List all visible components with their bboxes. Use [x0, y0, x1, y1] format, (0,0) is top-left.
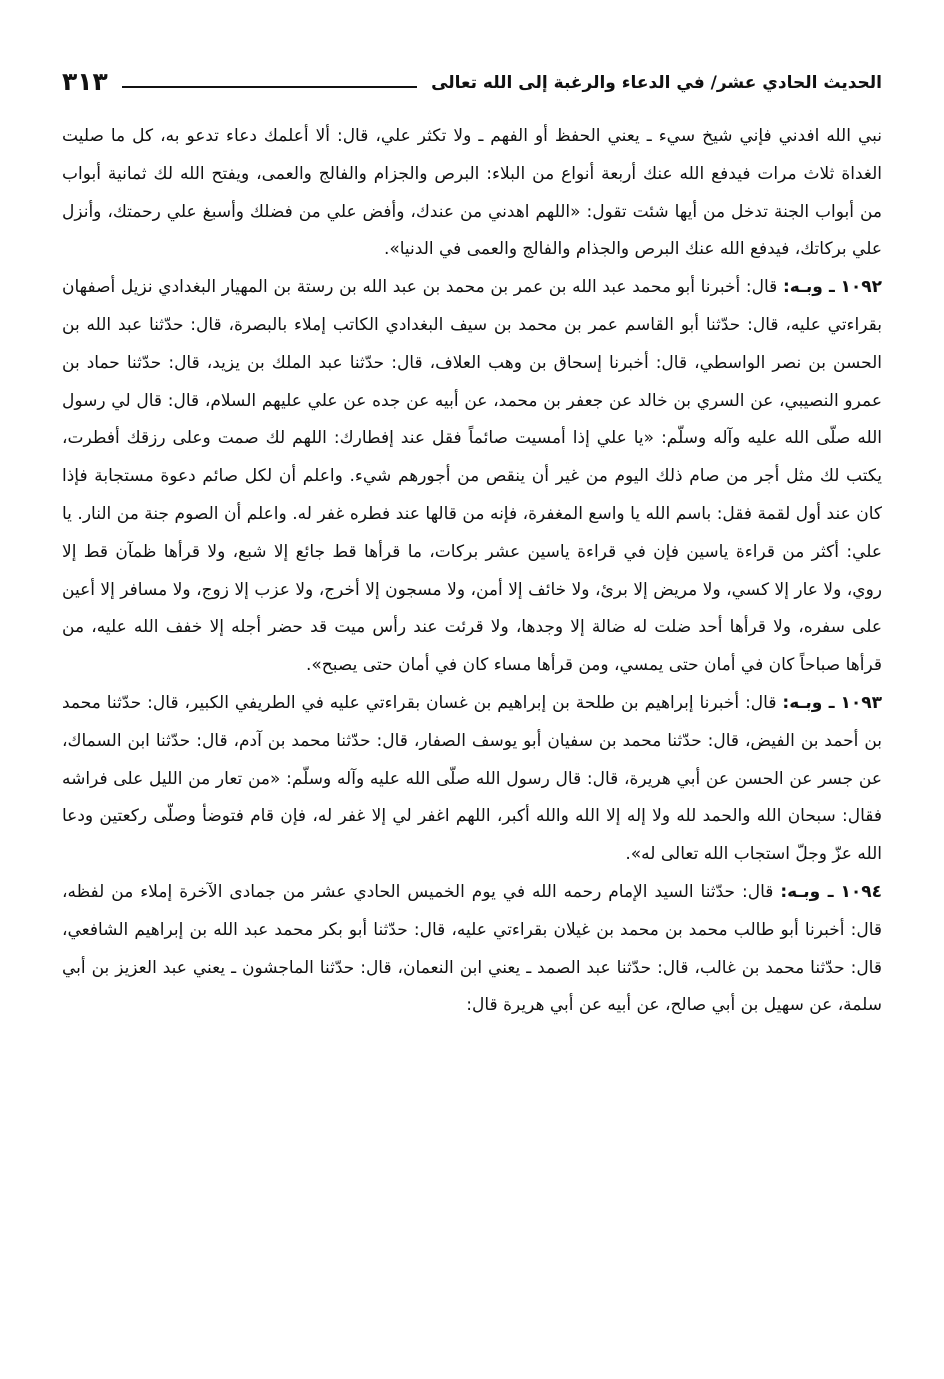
paragraph-text: نبي الله افدني فإني شيخ سيء ـ يعني الحفظ أو الفهم ـ ولا تكثر علي، قال: ألا أعلمك دعاء تدعو به، كل ما صليت الغداة ثلاث مرات فيدفع الله عنك أربعة أنواع من البلاء: البرص والجزام والفالج والعمى، ويفتح الله لك ثمانية أبواب من أبواب الجنة تدخل من أيها شئت تقول: «اللهم اهدني من عندك، وأفض علي من فضلك وأسبغ علي رحمتك، وأنزل علي بركاتك، فيدفع الله عنك البرص والجذام والفالج والعمى في الدنيا». — [62, 126, 882, 260]
header-rule — [122, 86, 417, 88]
page-number: ٣١٣ — [62, 67, 108, 96]
hadith-1093 — [62, 685, 882, 874]
hadith-1094 — [62, 874, 882, 1025]
hadith-marker: ـ وبـه: — [780, 881, 834, 902]
paragraph-continuation — [62, 118, 882, 269]
hadith-marker: ـ وبـه: — [782, 277, 835, 298]
hadith-number: ١٠٩٤ — [840, 881, 883, 902]
running-title: الحديث الحادي عشر/ في الدعاء والرغبة إلى الله تعالى — [431, 73, 882, 93]
page-header — [62, 56, 882, 100]
body-text — [62, 118, 882, 1025]
hadith-marker: ـ وبـه: — [782, 692, 835, 713]
paragraph-text: قال: أخبرنا أبو محمد عبد الله بن عمر بن محمد بن عبد الله بن رستة بن المهيار البغدادي نزيل أصفهان بقراءتي عليه، قال: حدّثنا أبو القاسم عمر بن محمد بن سيف البغدادي الكاتب إملاء بالبصرة، قال: حدّثنا عبد الله بن الحسن بن نصر الواسطي، قال: أخبرنا إسحاق بن وهب العلاف، قال: حدّثنا عبد الملك بن يزيد، قال: حدّثنا حماد بن عمرو النصيبي، عن السري بن خالد عن جعفر بن محمد، عن أبيه عن جده عن علي عليهم السلام، قال: قال لي رسول الله صلّى الله عليه وآله وسلّم: «يا علي إذا أمسيت صائماً فقل عند إفطارك: اللهم لك صمت وعلى رزقك أفطرت، يكتب لك مثل أجر من صام ذلك اليوم من غير أن ينقص من أجورهم شيء. واعلم أن لكل صائم دعوة مستجابة فإذا كان عند أول لقمة فقل: باسم الله يا واسع المغفرة، فإنه من قالها عند فطره غفر له. واعلم أن الصوم جنة من النار. يا علي: أكثر من قراءة ياسين فإن في قراءة ياسين عشر بركات، ما قرأها قط جائع إلا شبع، ولا قرأها ظمآن قط إلا روي، ولا عار إلا كسي، ولا مريض إلا برئ، ولا خائف إلا أمن، ولا مسجون إلا أخرج، ولا عزب إلا زوج، ولا مسافر إلا أعين على سفره، ولا قرأها أحد ضلت له ضالة إلا وجدها، ولا قرئت عند رأس ميت قد حضر أجله إلا خفف الله عليه، من قرأها صباحاً كان في أمان حتى يمسي، ومن قرأها مساء كان في أمان حتى يصبح». — [62, 277, 882, 676]
hadith-number: ١٠٩٢ — [840, 277, 882, 298]
hadith-1092 — [62, 269, 882, 685]
paragraph-text: قال: أخبرنا إبراهيم بن طلحة بن إبراهيم بن غسان بقراءتي عليه في الطريفي الكبير، قال: حدّثنا محمد بن أحمد بن الفيض، قال: حدّثنا محمد بن سفيان أبو يوسف الصفار، قال: حدّثنا محمد بن آدم، قال: حدّثنا ابن السماك، عن جسر عن الحسن عن أبي هريرة، قال: قال رسول الله صلّى الله عليه وآله وسلّم: «من تعار من الليل على فراشه فقال: سبحان الله والحمد لله ولا إله إلا الله والله أكبر، اللهم اغفر لي إلا غفر له، فإن قام فتوضأ وصلّى ركعتين ودعا الله عزّ وجلّ استجاب الله تعالى له». — [62, 692, 882, 865]
hadith-number: ١٠٩٣ — [840, 692, 883, 713]
paragraph-text: قال: حدّثنا السيد الإمام رحمه الله في يوم الخميس الحادي عشر من جمادى الآخرة إملاء من لفظه، قال: أخبرنا أبو طالب محمد بن محمد بن غيلان بقراءتي عليه، قال: حدّثنا أبو بكر محمد عبد الله بن إبراهيم الشافعي، قال: حدّثنا محمد بن غالب، قال: حدّثنا عبد الصمد ـ يعني ابن النعمان، قال: حدّثنا الماجشون ـ يعني عبد العزيز بن أبي سلمة، عن سهيل بن أبي صالح، عن أبيه عن أبي هريرة قال: — [62, 881, 882, 1016]
